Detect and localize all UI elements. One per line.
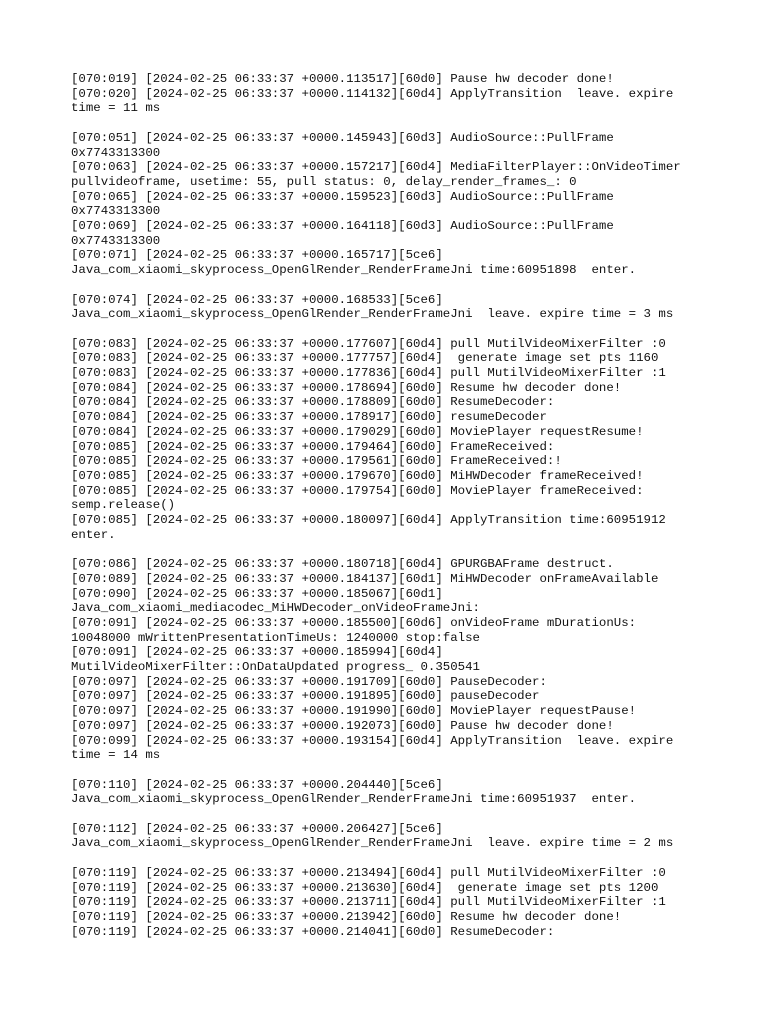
log-line: [070:099] [2024-02-25 06:33:37 +0000.193154][60d4] ApplyTransition leave. expire	[71, 733, 674, 748]
log-line: [070:083] [2024-02-25 06:33:37 +0000.177607][60d4] pull MutilVideoMixerFilter :0	[71, 336, 666, 351]
log-line: [070:063] [2024-02-25 06:33:37 +0000.157217][60d4] MediaFilterPlayer::OnVideoTimer	[71, 160, 681, 175]
log-line: [070:071] [2024-02-25 06:33:37 +0000.165717][5ce6]	[71, 248, 443, 263]
log-line: Java_com_xiaomi_mediacodec_MiHWDecoder_onVideoFrameJni:	[71, 601, 480, 616]
log-line: [070:089] [2024-02-25 06:33:37 +0000.184137][60d1] MiHWDecoder onFrameAvailable	[71, 571, 659, 586]
log-line	[71, 542, 731, 557]
log-line: [070:097] [2024-02-25 06:33:37 +0000.191990][60d0] MoviePlayer requestPause!	[71, 704, 637, 719]
log-line: [070:119] [2024-02-25 06:33:37 +0000.213942][60d0] Resume hw decoder done!	[71, 909, 622, 924]
log-line: Java_com_xiaomi_skyprocess_OpenGlRender_RenderFrameJni leave. expire time = 3 ms	[71, 307, 674, 322]
log-line: enter.	[71, 527, 116, 542]
log-line: 10048000 mWrittenPresentationTimeUs: 1240000 stop:false	[71, 630, 480, 645]
log-line: [070:119] [2024-02-25 06:33:37 +0000.213630][60d4] generate image set pts 1200	[71, 880, 659, 895]
log-line: [070:097] [2024-02-25 06:33:37 +0000.192073][60d0] Pause hw decoder done!	[71, 718, 614, 733]
log-line: [070:091] [2024-02-25 06:33:37 +0000.185994][60d4]	[71, 645, 443, 660]
log-line	[71, 116, 731, 131]
log-line: [070:085] [2024-02-25 06:33:37 +0000.179670][60d0] MiHWDecoder frameReceived!	[71, 468, 644, 483]
log-line: [070:083] [2024-02-25 06:33:37 +0000.177757][60d4] generate image set pts 1160	[71, 351, 659, 366]
log-line: [070:119] [2024-02-25 06:33:37 +0000.213494][60d4] pull MutilVideoMixerFilter :0	[71, 865, 666, 880]
log-line: pullvideoframe, usetime: 55, pull status: 0, delay_render_frames_: 0	[71, 174, 577, 189]
log-line	[71, 807, 731, 822]
log-line	[71, 322, 731, 337]
log-line: [070:074] [2024-02-25 06:33:37 +0000.168533][5ce6]	[71, 292, 443, 307]
log-line: [070:085] [2024-02-25 06:33:37 +0000.180097][60d4] ApplyTransition time:60951912	[71, 513, 666, 528]
log-line: [070:019] [2024-02-25 06:33:37 +0000.113517][60d0] Pause hw decoder done!	[71, 72, 614, 86]
log-line: 0x7743313300	[71, 145, 161, 160]
log-line: Java_com_xiaomi_skyprocess_OpenGlRender_RenderFrameJni time:60951898 enter.	[71, 263, 637, 278]
log-line: 0x7743313300	[71, 233, 161, 248]
log-line: [070:119] [2024-02-25 06:33:37 +0000.213711][60d4] pull MutilVideoMixerFilter :1	[71, 895, 666, 910]
log-line: [070:084] [2024-02-25 06:33:37 +0000.178809][60d0] ResumeDecoder:	[71, 395, 555, 410]
log-line	[71, 763, 731, 778]
log-line: MutilVideoMixerFilter::OnDataUpdated progress_ 0.350541	[71, 660, 480, 675]
log-line: [070:083] [2024-02-25 06:33:37 +0000.177836][60d4] pull MutilVideoMixerFilter :1	[71, 366, 666, 381]
log-line: [070:069] [2024-02-25 06:33:37 +0000.164118][60d3] AudioSource::PullFrame	[71, 219, 614, 234]
log-line: time = 11 ms	[71, 101, 161, 116]
log-line: 0x7743313300	[71, 204, 161, 219]
log-line: [070:090] [2024-02-25 06:33:37 +0000.185067][60d1]	[71, 586, 443, 601]
log-line: time = 14 ms	[71, 748, 161, 763]
log-line: [070:086] [2024-02-25 06:33:37 +0000.180718][60d4] GPURGBAFrame destruct.	[71, 557, 614, 572]
log-line: [070:097] [2024-02-25 06:33:37 +0000.191895][60d0] pauseDecoder	[71, 689, 540, 704]
log-line: [070:085] [2024-02-25 06:33:37 +0000.179464][60d0] FrameReceived:	[71, 439, 555, 454]
log-line: [070:112] [2024-02-25 06:33:37 +0000.206427][5ce6]	[71, 821, 443, 836]
log-line: semp.release()	[71, 498, 176, 513]
log-line: [070:084] [2024-02-25 06:33:37 +0000.178917][60d0] resumeDecoder	[71, 410, 547, 425]
log-line: [070:091] [2024-02-25 06:33:37 +0000.185500][60d6] onVideoFrame mDurationUs:	[71, 615, 637, 630]
log-line: [070:051] [2024-02-25 06:33:37 +0000.145943][60d3] AudioSource::PullFrame	[71, 130, 614, 145]
log-line: [070:085] [2024-02-25 06:33:37 +0000.179561][60d0] FrameReceived:!	[71, 454, 562, 469]
log-line: Java_com_xiaomi_skyprocess_OpenGlRender_RenderFrameJni time:60951937 enter.	[71, 792, 637, 807]
log-document	[71, 72, 731, 939]
log-line: [070:020] [2024-02-25 06:33:37 +0000.114132][60d4] ApplyTransition leave. expire	[71, 86, 674, 101]
log-line: [070:085] [2024-02-25 06:33:37 +0000.179754][60d0] MoviePlayer frameReceived:	[71, 483, 644, 498]
log-line: Java_com_xiaomi_skyprocess_OpenGlRender_RenderFrameJni leave. expire time = 2 ms	[71, 836, 674, 851]
log-line: [070:084] [2024-02-25 06:33:37 +0000.179029][60d0] MoviePlayer requestResume!	[71, 424, 644, 439]
log-line	[71, 278, 731, 293]
log-line: [070:119] [2024-02-25 06:33:37 +0000.214041][60d0] ResumeDecoder:	[71, 924, 555, 939]
log-line	[71, 851, 731, 866]
log-line: [070:065] [2024-02-25 06:33:37 +0000.159523][60d3] AudioSource::PullFrame	[71, 189, 614, 204]
log-line: [070:084] [2024-02-25 06:33:37 +0000.178694][60d0] Resume hw decoder done!	[71, 380, 622, 395]
log-line: [070:097] [2024-02-25 06:33:37 +0000.191709][60d0] PauseDecoder:	[71, 674, 547, 689]
log-line: [070:110] [2024-02-25 06:33:37 +0000.204440][5ce6]	[71, 777, 443, 792]
